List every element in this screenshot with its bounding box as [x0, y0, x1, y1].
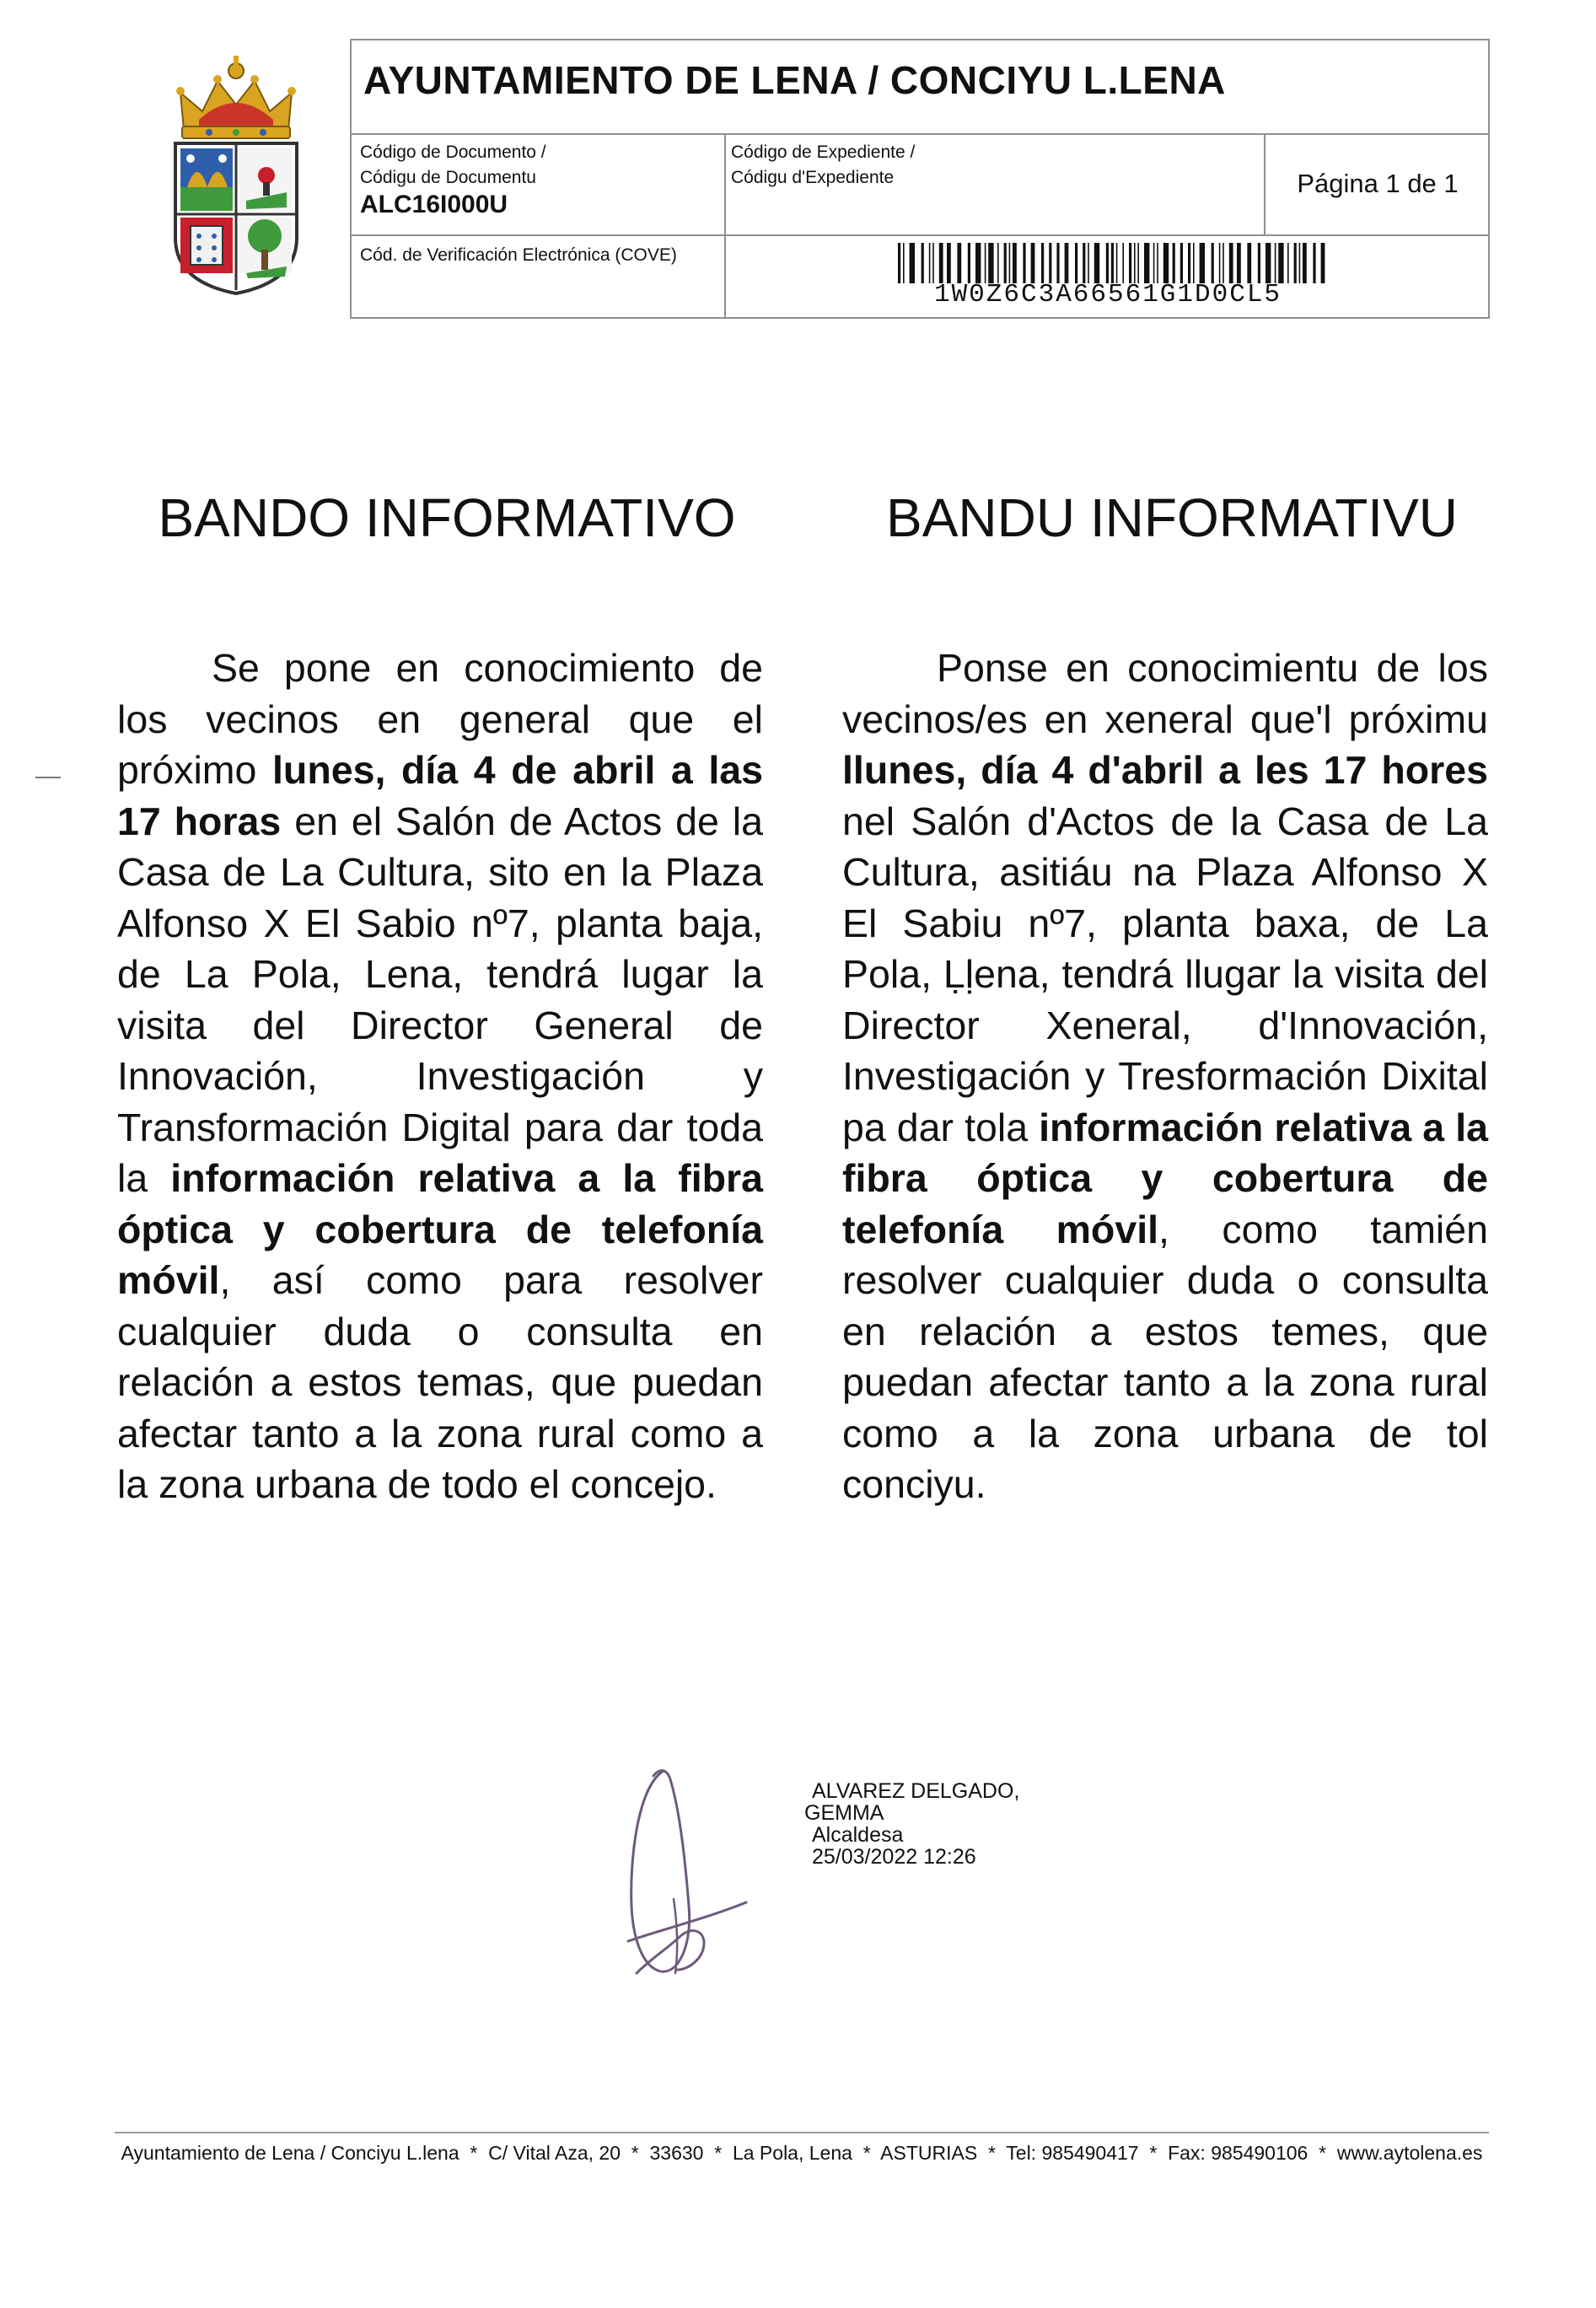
municipality-title: AYUNTAMIENTO DE LENA / CONCIYU L.LENA	[363, 58, 1226, 102]
barcode-bar	[1023, 243, 1025, 283]
barcode-bar	[1294, 243, 1297, 283]
barcode-bar	[898, 243, 900, 283]
footer-divider	[115, 2132, 1489, 2133]
signer-name: ALVAREZ DELGADO,	[812, 1779, 1020, 1803]
barcode-bar	[1321, 243, 1325, 283]
signer-name: GEMMA	[804, 1801, 884, 1825]
document-header-table	[350, 39, 1490, 319]
barcode-bar	[910, 243, 915, 283]
text-run: Ponse en conocimientu de los vecinos/es en xeneral que'l próximu	[842, 646, 1488, 741]
barcode-bar	[1137, 243, 1139, 283]
right-column-title: BANDU INFORMATIVU	[886, 487, 1458, 548]
signer-role: Alcaldesa	[812, 1823, 904, 1847]
text-run: , como tamién resolver cualquier duda o consulta en relación a estos temes, que puedan afectar tanto a la zona rural como a la zona urbana de tol conciyu.	[842, 1207, 1488, 1506]
barcode-bar	[1129, 243, 1131, 283]
barcode-bar	[1200, 243, 1205, 283]
bold-text-run: información relativa a la fibra óptica y cobertura de telefonía móvil	[117, 1156, 763, 1302]
table-divider	[352, 133, 1488, 135]
barcode-bar	[1219, 243, 1221, 283]
barcode-bar	[1299, 243, 1301, 283]
document-code-cell	[360, 140, 546, 219]
expedient-code-cell	[731, 140, 915, 191]
barcode-bar	[929, 243, 931, 283]
barcode-bar	[1106, 243, 1109, 283]
barcode-bar	[1223, 243, 1224, 283]
barcode-bar	[932, 243, 934, 283]
barcode-bar	[1247, 243, 1251, 283]
barcode-bar	[1266, 243, 1271, 283]
barcode-bar	[903, 243, 905, 283]
bold-text-run: llunes, día 4 d'abril a les 17 hores	[842, 748, 1488, 792]
barcode-bar	[957, 243, 961, 283]
bold-text-run: información relativa a la fibra óptica y cobertura de telefonía móvil	[842, 1105, 1488, 1251]
barcode-bar	[1163, 243, 1169, 283]
barcode-bar	[947, 243, 951, 283]
barcode-bar	[1229, 243, 1233, 283]
barcode-bar	[1065, 243, 1069, 283]
barcode-bar	[1193, 243, 1195, 283]
barcode-bar	[1031, 243, 1035, 283]
barcode-bar	[1056, 243, 1059, 283]
barcode-bar	[985, 243, 986, 283]
footer-contact: Ayuntamiento de Lena / Conciyu L.lena * C/ Vital Aza, 20 * 33630 * La Pola, Lena * ASTURIAS * Tel: 985490417 * Fax: 985490106 * www.aytolena.es	[121, 2142, 1483, 2164]
barcode-bar	[1303, 243, 1307, 283]
barcode-bar	[1157, 243, 1158, 283]
text-run: en el Salón de Actos de la Casa de La Cultura, sito en la Plaza Alfonso X El Sabio nº7, planta baja, de La Pola, Lena, tendrá lugar la visita del Director General de Innovación, Investigación y Transformación Digital para dar toda la	[117, 799, 763, 1200]
text-run: , así como para resolver cualquier duda o consulta en relación a estos temas, que puedan afectar tanto a la zona rural como a la zona urbana de todo el concejo.	[117, 1258, 763, 1506]
barcode-bar	[1116, 243, 1118, 283]
barcode-bar	[1180, 243, 1183, 283]
barcode-bar	[1013, 243, 1017, 283]
barcode-bar	[1083, 243, 1085, 283]
left-column-title: BANDO INFORMATIVO	[158, 487, 736, 548]
text-run: nel Salón d'Actos de la Casa de La Cultura, asitiáu na Plaza Alfonso X El Sabiu nº7, planta baxa, de La Pola, Ḷḷena, tendrá llugar la visita del Director Xeneral, d'Innovación, Investigación y Tresformación Dixital pa dar tola	[842, 799, 1488, 1149]
barcode-bar	[922, 243, 924, 283]
barcode-icon	[898, 243, 1328, 285]
right-column-paragraph	[842, 643, 1488, 1510]
text-run: Se pone en conocimiento de los vecinos en general que el próximo	[117, 646, 763, 792]
barcode-bar	[1122, 243, 1124, 283]
barcode-bar	[1275, 243, 1276, 283]
barcode-bar	[1313, 243, 1315, 283]
expedient-code-label: Código de Expediente /	[731, 143, 916, 162]
cove-code: 1W0Z6C3A66561G1D0CL5	[933, 280, 1282, 309]
expedient-code-label: Códigu d'Expediente	[731, 168, 895, 187]
crown-icon	[176, 56, 296, 138]
barcode-bar	[1004, 243, 1007, 283]
barcode-bar	[1278, 243, 1283, 283]
signature-block	[804, 1780, 1019, 1868]
left-column-paragraph	[117, 643, 763, 1510]
barcode-bar	[1237, 243, 1241, 283]
margin-mark	[35, 777, 61, 778]
barcode-bar	[939, 243, 943, 283]
barcode-bar	[1009, 243, 1011, 283]
barcode-bar	[1075, 243, 1077, 283]
barcode-bar	[1094, 243, 1099, 283]
coat-of-arms-logo	[169, 52, 304, 297]
bold-text-run: lunes, día 4 de abril a las 17 horas	[117, 748, 763, 843]
barcode-bar	[997, 243, 999, 283]
barcode-bar	[1049, 243, 1051, 283]
table-divider	[352, 234, 1488, 236]
barcode-bar	[975, 243, 981, 283]
signature-date: 25/03/2022 12:26	[812, 1845, 976, 1869]
barcode-bar	[1134, 243, 1136, 283]
page-number: Página 1 de 1	[1297, 169, 1459, 198]
barcode-bar	[1212, 243, 1214, 283]
document-code-label: Códigu de Documentu	[360, 168, 536, 187]
barcode-bar	[1111, 243, 1114, 283]
cove-label: Cód. de Verificación Electrónica (COVE)	[360, 245, 677, 265]
document-code-label: Código de Documento /	[360, 143, 546, 162]
barcode-bar	[1041, 243, 1044, 283]
barcode-bar	[1173, 243, 1175, 283]
shield-icon	[175, 143, 297, 293]
barcode-bar	[1144, 243, 1149, 283]
barcode-bar	[1258, 243, 1260, 283]
barcode-bar	[1088, 243, 1089, 283]
handwritten-signature	[611, 1762, 755, 1982]
document-code: ALC16I000U	[360, 191, 508, 218]
barcode-bar	[988, 243, 993, 283]
barcode-bar	[968, 243, 970, 283]
barcode-bar	[1153, 243, 1155, 283]
barcode-bar	[1287, 243, 1289, 283]
barcode-bar	[1188, 243, 1190, 283]
